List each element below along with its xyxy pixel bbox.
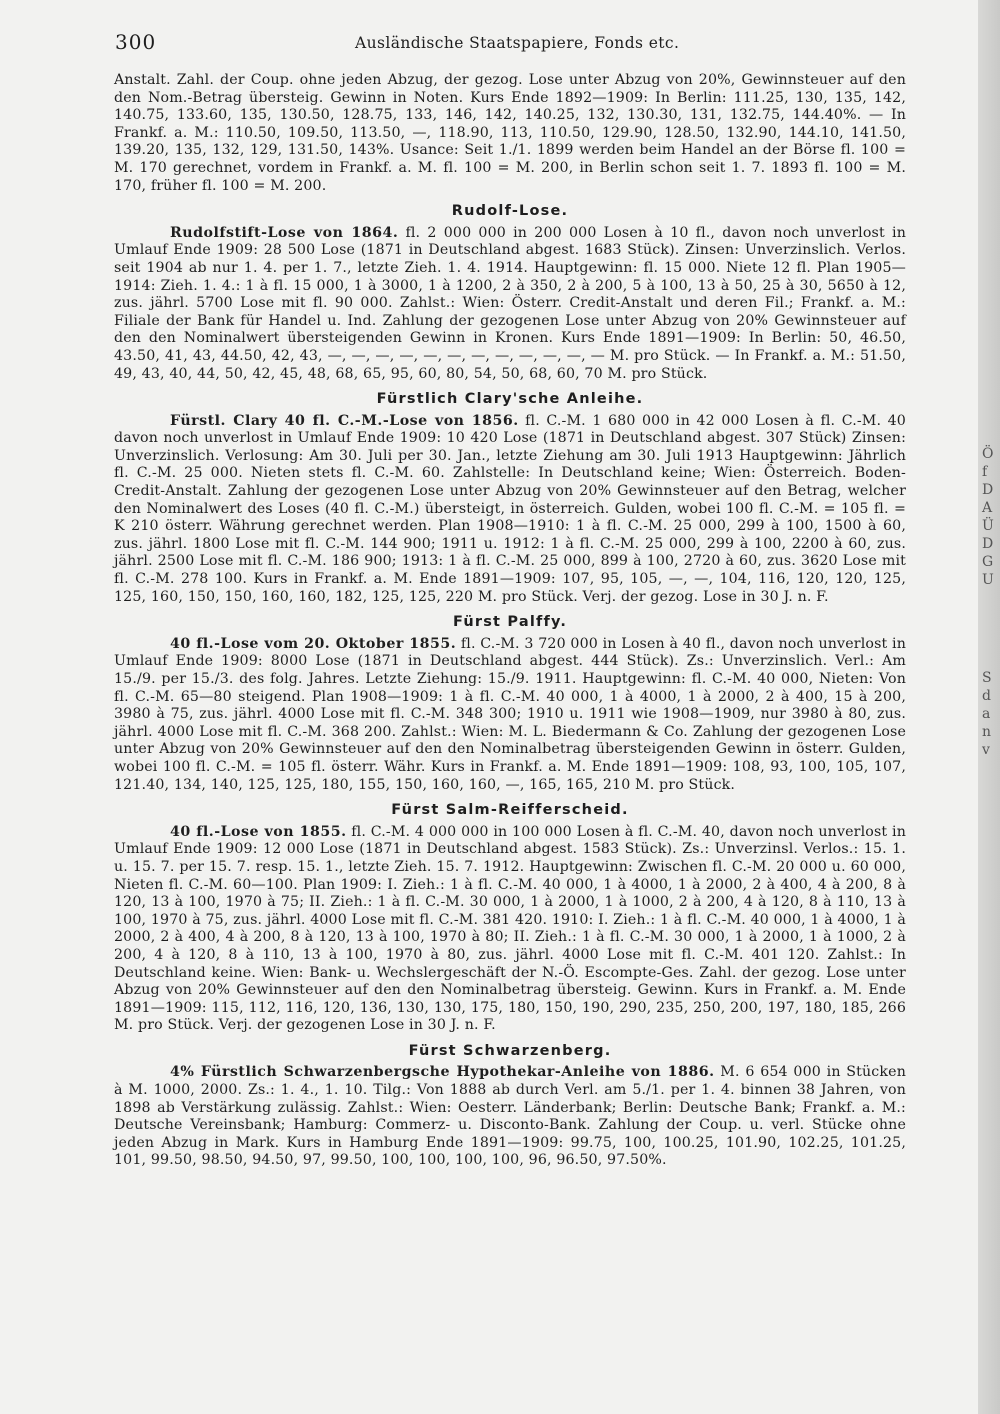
section-heading-schwarzenberg: Fürst Schwarzenberg. xyxy=(408,1042,612,1059)
section-lead: 40 fl.-Lose vom 20. Oktober 1855. xyxy=(170,635,457,652)
continued-paragraph xyxy=(114,72,906,195)
section-paragraph-schwarzenberg xyxy=(114,1064,906,1170)
page-header xyxy=(115,30,915,60)
edge-letter: a xyxy=(982,706,991,722)
section-paragraph-palffy xyxy=(114,636,906,794)
edge-letter: G xyxy=(982,554,994,570)
section-heading-salm: Fürst Salm-Reifferscheid. xyxy=(391,802,629,819)
section-body: fl. 2 000 000 in 200 000 Losen à 10 fl., davon noch unverlost in Umlauf Ende 1909: 28 500 Lose (1871 in Deutschland abgest. 1683 Stück). Zinsen: Unverzinslich. Verlos. seit 1904 ab nur 1. 4. per 1. 7., letzte Zieh. 1. 4. 1914. Hauptgewinn: fl. 15 000. Niete 12 fl. Plan 1905—1914: Zieh. 1. 4.: 1 à fl. 15 000, 1 à 3000, 1 à 1200, 2 à 350, 2 à 200, 5 à 100, 13 à 50, 25 à 30, 5650 à 12, zus. jährl. 5700 Lose mit fl. 90 000. Zahlst.: Wien: Österr. Credit-Anstalt und deren Fil.; Frankf. a. M.: Filiale der Bank für Handel u. Ind. Zahlung der gezogenen Lose unter Abzug von 20% Gewinnsteuer auf den den Nominalwert übersteigenden Gewinn in Kronen. Kurs Ende 1891—1909: In Berlin: 50, 46.50, 43.50, 41, 43, 44.50, 42, 43, —, —, —, —, —, —, —, —, —, —, —, — M. pro Stück. — In Frankf. a. M.: 51.50, 49, 43, 40, 44, 50, 42, 45, 48, 68, 65, 95, 60, 80, 54, 50, 68, 60, 70 M. pro Stück. xyxy=(114,224,906,382)
edge-letter: S xyxy=(982,670,992,686)
section-body: M. 6 654 000 in Stücken à M. 1000, 2000. Zs.: 1. 4., 1. 10. Tilg.: Von 1888 ab durch Verl. am 5./1. per 1. 4. binnen 38 Jahren, von 1898 ab Verstärkung zulässig. Zahlst.: Wien: Oesterr. Länderbank; Berlin: Deutsche Bank; Frankf. a. M.: Deutsche Vereinsbank; Hamburg: Commerz- u. Disconto-Bank. Zahlung der Coup. u. verl. Stücke ohne jeden Abzug in Mark. Kurs in Hamburg Ende 1891—1909: 99.75, 100, 100.25, 101.90, 102.25, 101.25, 101, 99.50, 98.50, 94.50, 97, 99.50, 100, 100, 100, 100, 96, 96.50, 97.50%. xyxy=(114,1064,906,1169)
section-lead: Rudolfstift-Lose von 1864. xyxy=(170,224,399,241)
edge-letter: n xyxy=(982,724,992,740)
edge-letter: d xyxy=(982,688,991,704)
section-body: Anstalt. Zahl. der Coup. ohne jeden Abzug, der gezog. Lose unter Abzug von 20%, Gewinnsteuer auf den den Nom.-Betrag übersteig. Gewinn in Noten. Kurs Ende 1892—1909: In Berlin: 111.25, 130, 135, 142, 140.75, 133.60, 135, 130.50, 128.75, 133, 146, 142, 140.25, 132, 130.30, 131, 132.75, 144.40%. — In Frankf. a. M.: 110.50, 109.50, 113.50, —, 118.90, 113, 110.50, 129.90, 128.50, 132.90, 144.10, 141.50, 139.20, 135, 132, 129, 131.50, 143%. Usance: Seit 1./1. 1899 werden beim Handel an der Börse fl. 100 = M. 170 gerechnet, vordem in Frankf. a. M. fl. 100 = M. 200, in Berlin schon seit 1. 7. 1893 fl. 100 = M. 170, früher fl. 100 = M. 200. xyxy=(114,72,906,194)
edge-letter: U xyxy=(982,572,994,588)
section-lead: Fürstl. Clary 40 fl. C.-M.-Lose von 1856. xyxy=(170,412,519,429)
adjacent-page-letters xyxy=(982,445,998,759)
section-body: fl. C.-M. 3 720 000 in Losen à 40 fl., davon noch unverlost in Umlauf Ende 1909: 8000 Lose (1871 in Deutschland abgest. 444 Stück). Zs.: Unverzinslich. Verl.: Am 15./9. per 15./3. des folg. Jahres. Letzte Ziehung: 15./9. 1911. Hauptgewinn: fl. C.-M. 40 000, Nieten: Von fl. C.-M. 65—80 steigend. Plan 1908—1909: 1 à fl. C.-M. 40 000, 1 à 4000, 1 à 2000, 2 à 400, 15 à 200, 3980 à 75, zus. jährl. 4000 Lose mit fl. C.-M. 348 300; 1910 u. 1911 wie 1908—1909, nur 3980 à 80, zus. jährl. 4000 Lose mit fl. C.-M. 368 200. Zahlst.: Wien: M. L. Biedermann & Co. Zahlung der gezogenen Lose unter Abzug von 20% Gewinnsteuer auf den den Nominalbetrag übersteigenden Gewinn in österr. Gulden, wobei 100 fl. C.-M. = 105 fl. österr. Währ. Kurs in Frankf. a. M. Ende 1891—1909: 108, 93, 100, 105, 107, 121.40, 134, 140, 125, 125, 180, 155, 150, 160, 160, —, 165, 165, 210 M. pro Stück. xyxy=(114,635,907,793)
section-lead: 40 fl.-Lose von 1855. xyxy=(170,823,347,840)
section-heading-palffy: Fürst Palffy. xyxy=(452,614,568,631)
edge-letter: D xyxy=(982,482,994,498)
page-content xyxy=(114,72,906,1170)
edge-letter: A xyxy=(982,500,993,516)
section-body: fl. C.-M. 1 680 000 in 42 000 Losen à fl. C.-M. 40 davon noch unverlost in Umlauf Ende 1909: 10 420 Lose (1871 in Deutschland abgest. 307 Stück) Zinsen: Unverzinslich. Verlosung: Am 30. Juli per 30. Jan., letzte Ziehung am 30. Juli 1913 Hauptgewinn: Jährlich fl. C.-M. 25 000. Nieten stets fl. C.-M. 60. Zahlstelle: In Deutschland keine; Wien: Österreich. Boden-Credit-Anstalt. Zahlung der gezogenen Lose unter Abzug von 20% Gewinnsteuer auf den Betrag, welcher den Nominalwert des Loses (40 fl. C.-M.) übersteigt, in österreich. Gulden, wobei 100 fl. C.-M. = 105 fl. = K 210 österr. Währung gerechnet werden. Plan 1908—1910: 1 à fl. C.-M. 25 000, 299 à 100, 1500 à 60, zus. jährl. 1800 Lose mit fl. C.-M. 144 900; 1911 u. 1912: 1 à fl. C.-M. 25 000, 299 à 100, 2200 à 60, zus. jährl. 2500 Lose mit fl. C.-M. 186 900; 1913: 1 à fl. C.-M. 25 000, 899 à 100, 2720 à 60, zus. 3620 Lose mit fl. C.-M. 278 100. Kurs in Frankf. a. M. Ende 1891—1909: 107, 95, 105, —, —, 104, 116, 120, 120, 125, 125, 160, 150, 150, 160, 160, 182, 125, 125, 220 M. pro Stück. Verj. der gezog. Lose in 30 J. n. F. xyxy=(114,412,906,605)
section-body: fl. C.-M. 4 000 000 in 100 000 Losen à fl. C.-M. 40, davon noch unverlost in Umlauf Ende 1909: 12 000 Lose (1871 in Deutschland abgest. 1583 Stück). Zs.: Unverzinsl. Verlos.: 15. 1. u. 15. 7. per 15. 7. resp. 15. 1., letzte Zieh. 15. 7. 1912. Hauptgewinn: Zwischen fl. C.-M. 20 000 u. 60 000, Nieten fl. C.-M. 60—100. Plan 1909: I. Zieh.: 1 à fl. C.-M. 40 000, 1 à 4000, 1 à 2000, 2 à 400, 4 à 200, 8 à 120, 13 à 100, 1970 à 75; II. Zieh.: 1 à fl. C.-M. 30 000, 1 à 2000, 1 à 1000, 2 à 200, 4 à 120, 8 à 110, 13 à 100, 1970 à 75, zus. jährl. 4000 Lose mit fl. C.-M. 381 420. 1910: I. Zieh.: 1 à fl. C.-M. 40 000, 1 à 4000, 1 à 2000, 2 à 400, 4 à 200, 8 à 120, 13 à 100, 1970 à 80; II. Zieh.: 1 à fl. C.-M. 30 000, 1 à 2000, 1 à 1000, 2 à 200, 4 à 120, 8 à 110, 13 à 100, 1970 à 80, zus. jährl. 4000 Lose mit fl. C.-M. 401 120. Zahlst.: In Deutschland keine. Wien: Bank- u. Wechslergeschäft der N.-Ö. Escompte-Ges. Zahl. der gezog. Lose unter Abzug von 20% Gewinnsteuer auf den den Nominalbetrag übersteig. Gewinn. Kurs in Frankf. a. M. Ende 1891—1909: 115, 112, 116, 120, 136, 130, 130, 175, 180, 150, 190, 290, 235, 250, 200, 197, 180, 185, 266 M. pro Stück. Verj. der gezogenen Lose in 30 J. n. F. xyxy=(114,823,907,1034)
section-heading-clary: Fürstlich Clary'sche Anleihe. xyxy=(376,391,644,408)
edge-letter: D xyxy=(982,536,994,552)
adjacent-page-edge xyxy=(978,0,1000,1414)
edge-letter: v xyxy=(982,742,990,758)
section-paragraph-rudolf xyxy=(114,225,906,383)
edge-letter: f xyxy=(982,464,988,480)
edge-letter: Ü xyxy=(982,518,994,534)
running-head: Ausländische Staatspapiere, Fonds etc. xyxy=(355,34,680,52)
section-paragraph-salm xyxy=(114,824,906,1035)
section-lead: 4% Fürstlich Schwarzenbergsche Hypothekar-Anleihe von 1886. xyxy=(170,1064,715,1081)
section-paragraph-clary xyxy=(114,413,906,607)
edge-letter: Ö xyxy=(982,446,994,462)
section-heading-rudolf: Rudolf-Lose. xyxy=(451,203,569,220)
page-number: 300 xyxy=(115,30,157,54)
